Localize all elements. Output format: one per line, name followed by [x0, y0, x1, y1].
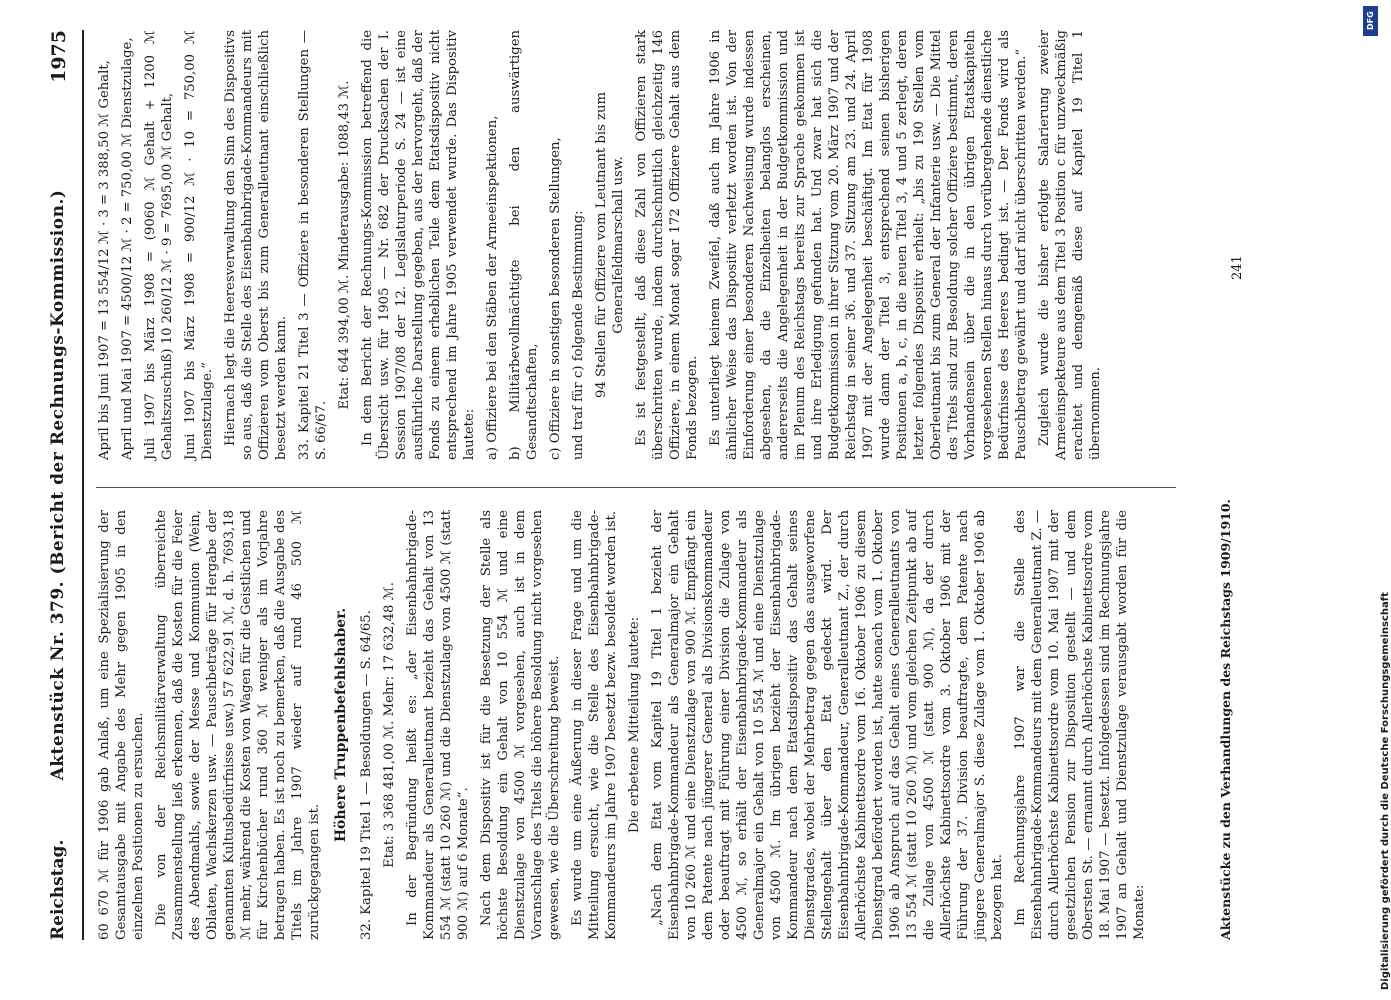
digitization-credit [1360, 0, 1391, 1000]
paragraph: „Nach dem Etat vom Kapitel 19 Titel 1 bezieht der Eisenbahnbrigade-Kommandeur als Generalmajor ein Gehalt von 10 260 ℳ und eine Dienstzulage von 900 ℳ. Empfängt ein dem Patente nach jüngerer General als Divisionskommandeur oder beauftragt mit Führung einer Division die Zulage von 4500 ℳ, so erhält der Eisenbahnbrigade-Kommandeur als Generalmajor ein Gehalt von 10 554 ℳ und eine Dienstzulage von 4500 ℳ. Im übrigen bezieht der Eisenbahnbrigade-Kommandeur nach dem Etatsdispositiv das Gehalt seines Dienstgrades, wobei der Mehrbetrag gegen das ausgeworfene Stellengehalt über den Etat gedeckt wird. Der Eisenbahnbrigade-Kommandeur, Generalleutnant Z., der durch Allerhöchste Kabinettsordre vom 16. Oktober 1906 zu diesem Dienstgrad befördert worden ist, hatte sonach vom 1. Oktober 1906 ab Anspruch auf das Gehalt eines Generalleutnants von 13 554 ℳ (statt 10 260 ℳ) und vom gleichen Zeitpunkt ab auf die Zulage von 4500 ℳ (statt 900 ℳ), da der durch Allerhöchste Kabinettsordre vom 3. Oktober 1906 mit der Führung der 37. Division beauftragte, dem Patente nach jüngere Generalmajor S. diese Zulage vom 1. Oktober 1906 ab bezogen hat. [650, 510, 1005, 940]
header-title: Aktenstück Nr. 379. (Bericht der Rechnungs-Kommission.) [48, 189, 68, 781]
item-etat: Etat: 3 368 481,00 ℳ. Mehr: 17 632,48 ℳ. [382, 582, 397, 868]
paragraph: Zugleich wurde die bisher erfolgte Salarierung zweier Armeeinspekteure aus dem Titel 3 Position c für unzweckmäßig erachtet und demgemäß diese auf Kapitel 19 Titel 1 übernommen. [1037, 30, 1103, 460]
running-header [48, 30, 78, 940]
paragraph: Es wurde um eine Äußerung in dieser Frage und um die Mitteilung ersucht, wie die Stelle des Eisenbahnbrigade-Kommandeurs im Jahre 1907 besetzt bezw. besoldet worden ist. [570, 510, 619, 940]
paragraph: Die erbetene Mitteilung lautete: [627, 616, 642, 834]
paragraph: Es unterliegt keinem Zweifel, daß auch im Jahre 1906 in ähnlicher Weise das Dispositiv verletzt worden ist. Von der Einforderung einer besonderen Nachweisung wurde indessen abgesehen, da die Einzelheiten belanglos erscheinen, andererseits die Angelegenheit in der Budgetkommission und im Plenum des Reichstags bereits zur Sprache gekommen ist und ihre Erledigung gefunden hat. Und zwar hat sich die Budgetkommission in ihrer Sitzung vom 20. März 1907 und der Reichstag in seiner 36. und 37. Sitzung am 23. und 24. April 1907 mit der Angelegenheit beschäftigt. Im Etat für 1908 wurde dann der Titel 3, entsprechend seinen bisherigen Positionen a, b, c, in die neuen Titel 3, 4 und 5 zerlegt, deren letzter folgendes Dispositiv erhielt: „bis zu 190 Stellen vom Oberleutnant bis zum General der Infanterie usw. — Die Mittel des Titels sind zur Besoldung solcher Offiziere bestimmt, deren Vorhandensein über die in den übrigen Etatskapiteln vorgesehenen Stellen hinaus durch vorübergehende dienstliche Bedürfnisse des Heeres bedingt ist. — Der Fonds wird als Pauschbetrag gewährt und darf nicht überschritten werden.“ [708, 30, 1029, 460]
paragraph: In der Begründung heißt es: „der Eisenbahnbrigade-Kommandeur als Generalleutnant bezieht das Gehalt von 13 554 ℳ (statt 10 260 ℳ) und die Dienstzulage von 4500 ℳ (statt 900 ℳ) auf 6 Monate“. [405, 510, 471, 940]
left-column [96, 510, 1154, 940]
dfg-logo-icon: DFG [1363, 6, 1378, 36]
header-left: Reichstag. [48, 839, 68, 940]
item-title: 32. Kapitel 19 Titel 1 — Besoldungen — S. 64/65. [359, 610, 374, 940]
paragraph: 94 Stellen für Offiziere vom Leutnant bis zum Generalfeldmarschall usw. [594, 92, 626, 398]
header-rule [82, 30, 84, 940]
paragraph: Im Rechnungsjahre 1907 war die Stelle des Eisenbahnbrigade-Kommandeurs mit dem Generalleutnant Z. — durch Allerhöchste Kabinettsordre vom 10. Mai 1907 mit der gesetzlichen Pension zur Disposition gestellt — und dem Obersten St. — ernannt durch Allerhöchste Kabinettsordre vom 18. Mai 1907 — besetzt. Infolgedessen sind im Rechnungsjahre 1907 an Gehalt und Dienstzulage verausgabt worden für die Monate: [1013, 510, 1147, 940]
item-title: 33. Kapitel 21 Titel 3 — Offiziere in besonderen Stellungen — S. 66/67. [297, 30, 329, 460]
paragraph: 60 670 ℳ für 1906 gab Anlaß, um eine Spezialisierung der Gesamtausgabe mit Angabe des Mehr gegen 1905 in den einzelnen Positionen zu ersuchen. [97, 510, 146, 940]
paragraph: In dem Bericht der Rechnungs-Kommission betreffend die Übersicht usw. für 1905 — Nr. 682 der Drucksachen der I. Session 1907/08 der 12. Legislaturperiode S. 24 — ist eine ausführliche Darstellung gegeben, aus der hervorgeht, daß der Fonds zu einem erheblichen Teile dem Etatsdispositiv nicht entsprechend im Jahre 1905 verwendet wurde. Das Dispositiv lautete: [360, 30, 477, 460]
header-page-number: 1975 [48, 30, 70, 83]
right-column [96, 30, 1110, 460]
credit-text: Digitalisierung gefördert durch die Deutsche Forschungsgemeinschaft [1380, 592, 1391, 990]
list-item: a) Offiziere bei den Stäben der Armeeinspektionen, [485, 115, 500, 460]
paragraph: Es ist festgestellt, daß diese Zahl von Offizieren stark überschritten wurde, indem durchschnittlich gleichzeitig 146 Offiziere, in einem Monat sogar 172 Offiziere Gehalt aus dem Fonds bezogen. [634, 30, 700, 460]
list-item: b) Militärbevollmächtigte bei den auswärtigen Gesandtschaften, [508, 30, 540, 460]
column-divider [96, 487, 1176, 488]
paragraph: Hiernach legt die Heeresverwaltung den Sinn des Dispositivs so aus, daß die Stelle des Eisenbahnbrigade-Kommandeurs mit Offizieren vom Oberst bis zum Generalleutnant einschließlich besetzt werden kann. [223, 30, 289, 460]
calculation-line: Juli 1907 bis März 1908 = (9060 ℳ Gehalt + 1200 ℳ Gehaltszuschuß) 10 260/12 ℳ · 9 = 7695,00 ℳ Gehalt, [143, 30, 175, 460]
paragraph: Nach dem Dispositiv ist für die Besetzung der Stelle als höchste Besoldung ein Gehalt von 10 554 ℳ und eine Dienstzulage von 4500 ℳ vorgesehen, auch ist in dem Voranschlage des Titels die höhere Besoldung nicht vorgesehen gewesen, wie die Überschreitung beweist. [479, 510, 562, 940]
list-item: c) Offiziere in sonstigen besonderen Stellungen, [548, 137, 563, 460]
item-etat: Etat: 644 394,00 ℳ. Minderausgabe: 1088,43 ℳ. [337, 80, 352, 410]
calculation-line: April bis Juni 1907 = 13 554/12 ℳ · 3 = 3 388,50 ℳ Gehalt, [97, 60, 112, 460]
calculation-line: April und Mai 1907 = 4500/12 ℳ · 2 = 750,00 ℳ Dienstzulage, [120, 37, 135, 460]
paragraph: und traf für c) folgende Bestimmung: [571, 210, 586, 460]
paragraph: Die von der Reichsmilitärverwaltung überreichte Zusammenstellung ließ erkennen, daß die Kosten für die Feier des Abendmahls, sowie der Messe und Kommunion (Wein, Oblaten, Wachskerzen usw. — Pauschbeträge für Hergabe der genannten Kultusbedürfnisse usw.) 57 622,91 ℳ, d. h. 7693,18 ℳ mehr, während die Kosten von Wagen für die Geistlichen und für Kirchenbücher rund 360 ℳ weniger als im Vorjahre betragen haben. Es ist noch zu bemerken, daß die Ausgabe des Titels im Jahre 1907 wieder auf rund 46 500 ℳ zurückgegangen ist. [154, 510, 322, 940]
page-footer: Aktenstücke zu den Verhandlungen des Reichstags 1909/1910. [1218, 499, 1233, 940]
footer-page-number: 241 [1230, 255, 1245, 280]
section-heading: Höhere Truppenbefehlshaber. [333, 607, 349, 843]
calculation-line: Juni 1907 bis März 1908 = 900/12 ℳ · 10 = 750,00 ℳ Dienstzulage.“ [183, 30, 215, 460]
